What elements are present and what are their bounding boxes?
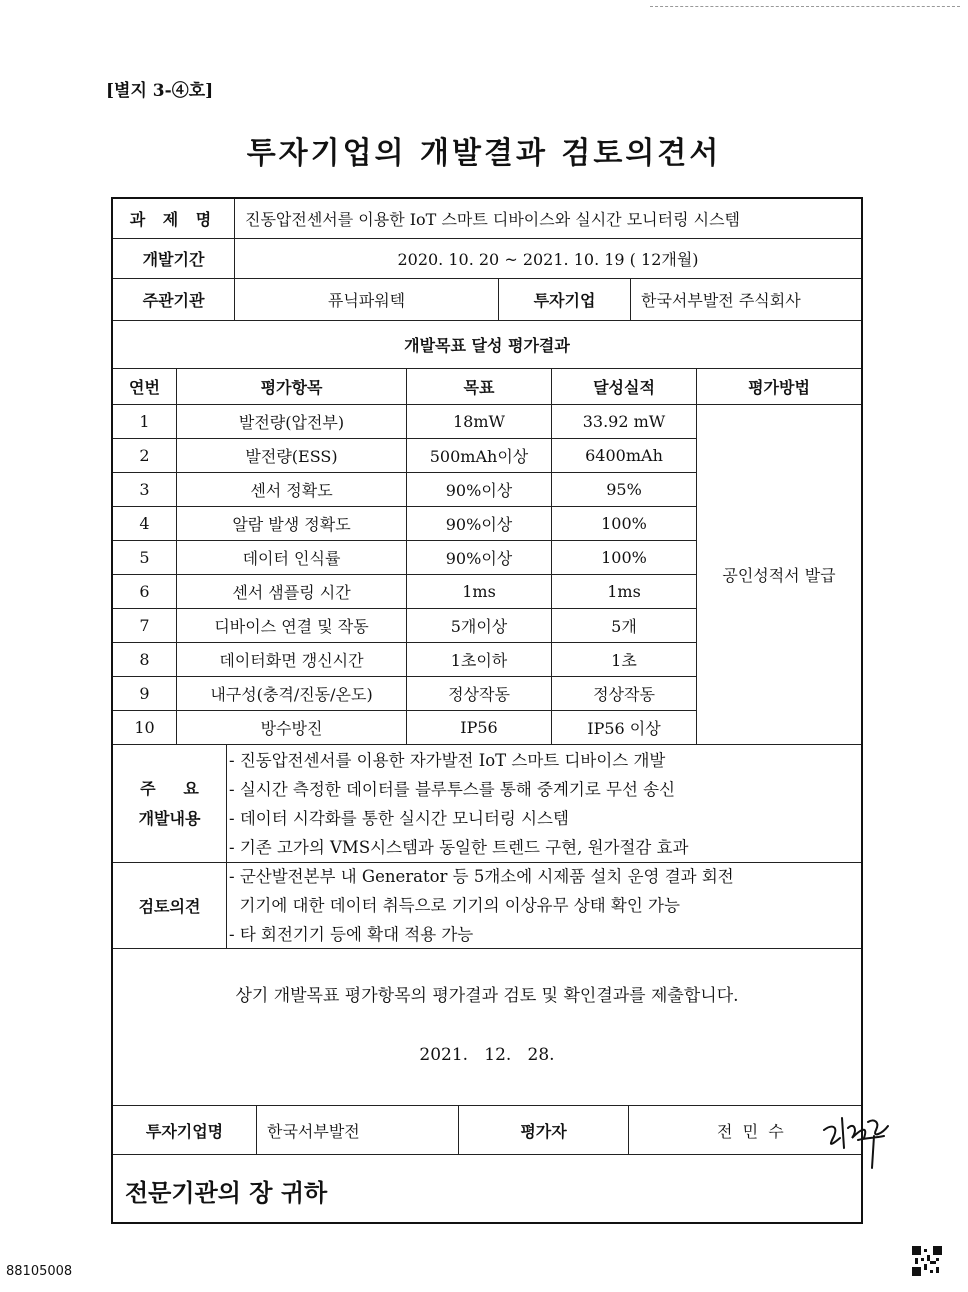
main-dev-content [227, 745, 861, 863]
list-item: - 진동압전센서를 이용한 자가발전 IoT 스마트 디바이스 개발 [229, 750, 666, 770]
row-result: 1초 [552, 643, 697, 677]
investor-value: 한국서부발전 주식회사 [631, 279, 861, 321]
row-target: 18mW [407, 405, 552, 439]
row-target: 1ms [407, 575, 552, 609]
list-item: - 타 회전기기 등에 확대 적용 가능 [229, 925, 474, 944]
row-result: 100% [552, 507, 697, 541]
row-item: 방수방진 [177, 711, 407, 745]
row-target: 90%이상 [407, 507, 552, 541]
project-name-value: 진동압전센서를 이용한 IoT 스마트 디바이스와 실시간 모니터링 시스템 [235, 199, 861, 239]
row-item: 데이터 인식률 [177, 541, 407, 575]
row-no: 1 [113, 405, 177, 439]
evaluation-section-title: 개발목표 달성 평가결과 [113, 321, 861, 369]
header-item: 평가항목 [177, 369, 407, 405]
period-value: 2020. 10. 20 ~ 2021. 10. 19 ( 12개월) [235, 239, 861, 279]
header-no: 연번 [113, 369, 177, 405]
row-no: 3 [113, 473, 177, 507]
document-title: 투자기업의 개발결과 검토의견서 [246, 136, 722, 171]
recipient-line: 전문기관의 장 귀하 [125, 1179, 328, 1207]
row-result: 33.92 mW [552, 405, 697, 439]
list-item: 기기에 대한 데이터 취득으로 기기의 이상유무 상태 확인 가능 [229, 896, 680, 915]
list-item: - 데이터 시각화를 통한 실시간 모니터링 시스템 [229, 808, 569, 828]
row-result: 95% [552, 473, 697, 507]
row-target: IP56 [407, 711, 552, 745]
company-label: 투자기업명 [113, 1105, 257, 1155]
host-value: 퓨닉파워텍 [235, 279, 499, 321]
row-target: 정상작동 [407, 677, 552, 711]
row-no: 2 [113, 439, 177, 473]
main-dev-label-line2: 개발내용 [138, 808, 201, 828]
evaluator-name: 전 민 수 [629, 1105, 861, 1155]
row-no: 4 [113, 507, 177, 541]
main-dev-label-line1: 주 요 [140, 778, 199, 798]
review-label: 검토의견 [113, 863, 227, 949]
row-item: 센서 정확도 [177, 473, 407, 507]
row-item: 데이터화면 갱신시간 [177, 643, 407, 677]
main-dev-label [113, 745, 227, 863]
project-name-label: 과 제 명 [113, 199, 235, 239]
header-target: 목표 [407, 369, 552, 405]
submission-statement: 상기 개발목표 평가항목의 평가결과 검토 및 확인결과를 제출합니다. [235, 986, 739, 1006]
row-no: 10 [113, 711, 177, 745]
row-result: 1ms [552, 575, 697, 609]
period-label: 개발기간 [113, 239, 235, 279]
list-item: - 기존 고가의 VMS시스템과 동일한 트렌드 구현, 원가절감 효과 [229, 837, 689, 857]
row-target: 90%이상 [407, 541, 552, 575]
review-form-table [111, 197, 863, 1224]
list-item: - 군산발전본부 내 Generator 등 5개소에 시제품 설치 운영 결과 회전 [229, 867, 734, 886]
row-no: 6 [113, 575, 177, 609]
form-number: [별지 3-④호] [106, 81, 214, 101]
header-method: 평가방법 [697, 369, 861, 405]
row-result: 5개 [552, 609, 697, 643]
row-item: 발전량(압전부) [177, 405, 407, 439]
row-result: 100% [552, 541, 697, 575]
evaluator-label: 평가자 [459, 1105, 629, 1155]
row-no: 5 [113, 541, 177, 575]
row-no: 9 [113, 677, 177, 711]
row-result: 정상작동 [552, 677, 697, 711]
review-content [227, 863, 861, 949]
submission-date: 2021. 12. 28. [419, 1045, 555, 1065]
signature-mark [818, 1108, 898, 1172]
row-no: 8 [113, 643, 177, 677]
footer-code: 88105008 [6, 1264, 73, 1279]
row-result: 6400mAh [552, 439, 697, 473]
list-item: - 실시간 측정한 데이터를 블루투스를 통해 중계기로 무선 송신 [229, 779, 676, 799]
row-result: IP56 이상 [552, 711, 697, 745]
host-label: 주관기관 [113, 279, 235, 321]
row-target: 5개이상 [407, 609, 552, 643]
company-value: 한국서부발전 [257, 1105, 459, 1155]
row-item: 발전량(ESS) [177, 439, 407, 473]
row-item: 센서 샘플링 시간 [177, 575, 407, 609]
row-item: 알람 발생 정확도 [177, 507, 407, 541]
investor-label: 투자기업 [499, 279, 631, 321]
header-result: 달성실적 [552, 369, 697, 405]
row-item: 디바이스 연결 및 작동 [177, 609, 407, 643]
qr-code-icon [912, 1246, 942, 1276]
row-target: 1초이하 [407, 643, 552, 677]
evaluation-method: 공인성적서 발급 [697, 405, 861, 745]
row-target: 500mAh이상 [407, 439, 552, 473]
row-item: 내구성(충격/진동/온도) [177, 677, 407, 711]
row-target: 90%이상 [407, 473, 552, 507]
scan-edge-mark [650, 6, 960, 7]
row-no: 7 [113, 609, 177, 643]
